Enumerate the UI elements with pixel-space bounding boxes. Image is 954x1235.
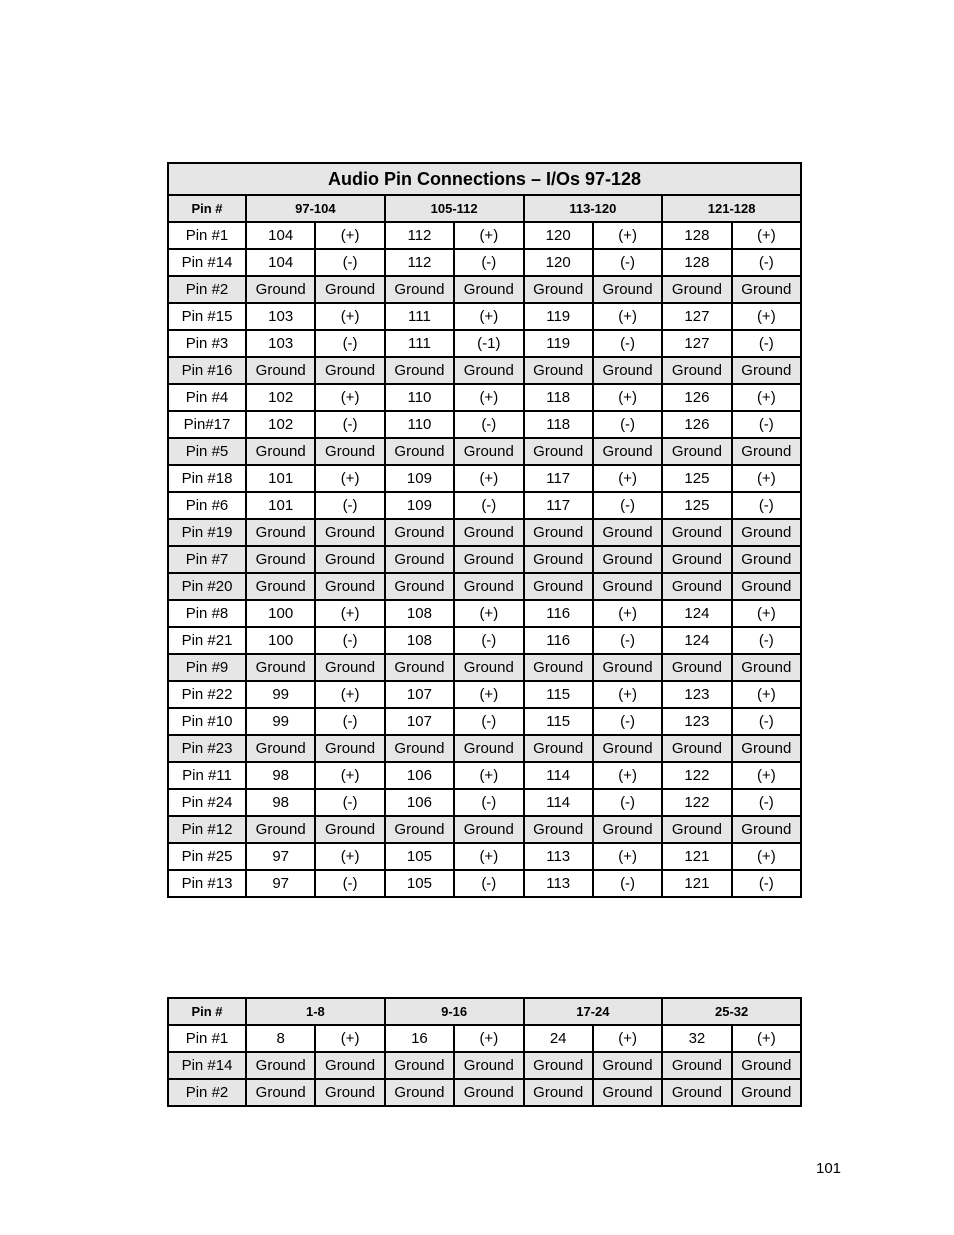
table-cell: (+) — [593, 600, 662, 627]
table-cell: (-) — [593, 870, 662, 897]
table-cell: 98 — [246, 762, 315, 789]
table-cell: Ground — [454, 546, 523, 573]
pin-label: Pin #8 — [168, 600, 246, 627]
table-cell: 110 — [385, 411, 454, 438]
table-cell: Ground — [524, 438, 593, 465]
table-cell: Ground — [454, 519, 523, 546]
table-cell: Ground — [454, 276, 523, 303]
table-row — [168, 357, 801, 384]
table-cell: (+) — [454, 465, 523, 492]
table-row — [168, 843, 801, 870]
table-cell: (+) — [732, 303, 801, 330]
table-cell: 114 — [524, 789, 593, 816]
table-cell: Ground — [662, 1052, 731, 1079]
table-cell: (-) — [732, 249, 801, 276]
table-cell: Ground — [593, 438, 662, 465]
table-cell: 120 — [524, 222, 593, 249]
group-header: 121-128 — [662, 195, 801, 222]
table-cell: Ground — [732, 573, 801, 600]
table-cell: (+) — [593, 843, 662, 870]
table-row — [168, 789, 801, 816]
table-cell: Ground — [246, 438, 315, 465]
table-title: Audio Pin Connections – I/Os 97-128 — [168, 163, 801, 195]
table-cell: 108 — [385, 627, 454, 654]
table-cell: Ground — [593, 357, 662, 384]
table-cell: (+) — [593, 762, 662, 789]
table-cell: (-) — [454, 249, 523, 276]
table-cell: 128 — [662, 222, 731, 249]
table-cell: 121 — [662, 870, 731, 897]
table-cell: (-) — [732, 708, 801, 735]
table-cell: Ground — [524, 1052, 593, 1079]
pin-label: Pin #14 — [168, 1052, 246, 1079]
table-cell: Ground — [385, 276, 454, 303]
pin-label: Pin #9 — [168, 654, 246, 681]
table-cell: 101 — [246, 465, 315, 492]
table-cell: Ground — [524, 654, 593, 681]
table-cell: 116 — [524, 627, 593, 654]
table-cell: Ground — [732, 357, 801, 384]
header-row — [168, 195, 801, 222]
table-cell: 112 — [385, 222, 454, 249]
table-cell: Ground — [732, 438, 801, 465]
table-cell: Ground — [315, 816, 384, 843]
table-cell: 117 — [524, 465, 593, 492]
table-cell: Ground — [524, 519, 593, 546]
table-cell: Ground — [315, 276, 384, 303]
table-cell: 106 — [385, 789, 454, 816]
table-cell: Ground — [732, 816, 801, 843]
table-row — [168, 330, 801, 357]
table-cell: Ground — [662, 735, 731, 762]
group-header: 9-16 — [385, 998, 524, 1025]
table-cell: 120 — [524, 249, 593, 276]
table-row — [168, 735, 801, 762]
table-cell: 105 — [385, 843, 454, 870]
table-cell: 8 — [246, 1025, 315, 1052]
table-cell: Ground — [732, 735, 801, 762]
table-cell: Ground — [454, 438, 523, 465]
table-cell: 97 — [246, 843, 315, 870]
table-cell: (-) — [315, 330, 384, 357]
table-cell: Ground — [524, 276, 593, 303]
table-cell: (+) — [732, 681, 801, 708]
table-cell: 115 — [524, 708, 593, 735]
pin-label: Pin #2 — [168, 276, 246, 303]
table-cell: (+) — [732, 843, 801, 870]
table-row — [168, 303, 801, 330]
table-cell: 119 — [524, 303, 593, 330]
pin-header: Pin # — [168, 998, 246, 1025]
table-cell: 105 — [385, 870, 454, 897]
table-row — [168, 762, 801, 789]
pin-label: Pin #5 — [168, 438, 246, 465]
table-cell: (+) — [732, 222, 801, 249]
table-cell: Ground — [524, 546, 593, 573]
table-cell: Ground — [246, 357, 315, 384]
table-cell: 111 — [385, 303, 454, 330]
table-cell: Ground — [662, 573, 731, 600]
table-cell: 102 — [246, 384, 315, 411]
table-cell: (-) — [315, 789, 384, 816]
table-cell: Ground — [732, 1079, 801, 1106]
table-cell: Ground — [454, 816, 523, 843]
table-cell: Ground — [246, 519, 315, 546]
table-cell: Ground — [593, 1079, 662, 1106]
header-row — [168, 998, 801, 1025]
table-cell: Ground — [593, 816, 662, 843]
table-cell: Ground — [524, 1079, 593, 1106]
pin-label: Pin #24 — [168, 789, 246, 816]
table-row — [168, 492, 801, 519]
table-cell: Ground — [246, 573, 315, 600]
table-cell: 118 — [524, 384, 593, 411]
table-cell: (+) — [315, 465, 384, 492]
table-cell: 102 — [246, 411, 315, 438]
table-row — [168, 465, 801, 492]
table-cell: (+) — [593, 465, 662, 492]
table-cell: Ground — [524, 357, 593, 384]
table-cell: (+) — [454, 222, 523, 249]
table-cell: 32 — [662, 1025, 731, 1052]
pin-label: Pin #18 — [168, 465, 246, 492]
table-cell: (+) — [593, 222, 662, 249]
audio-pin-table-1-32 — [167, 997, 802, 1107]
pin-label: Pin #11 — [168, 762, 246, 789]
table-cell: (-) — [315, 411, 384, 438]
pin-label: Pin #13 — [168, 870, 246, 897]
table-cell: 107 — [385, 708, 454, 735]
table-cell: (-) — [315, 249, 384, 276]
table-cell: 127 — [662, 330, 731, 357]
table-cell: Ground — [524, 735, 593, 762]
table-cell: 121 — [662, 843, 731, 870]
pin-label: Pin #25 — [168, 843, 246, 870]
table-cell: Ground — [662, 357, 731, 384]
table-cell: 103 — [246, 303, 315, 330]
pin-label: Pin #19 — [168, 519, 246, 546]
table-cell: 119 — [524, 330, 593, 357]
table-cell: Ground — [593, 276, 662, 303]
table-cell: (-) — [454, 492, 523, 519]
table-cell: Ground — [246, 276, 315, 303]
table-row — [168, 1079, 801, 1106]
table-row — [168, 1025, 801, 1052]
table-cell: Ground — [662, 816, 731, 843]
table-cell: Ground — [315, 654, 384, 681]
table-cell: Ground — [593, 573, 662, 600]
table-row — [168, 411, 801, 438]
table-cell: (+) — [454, 1025, 523, 1052]
table-cell: Ground — [315, 1052, 384, 1079]
table-cell: (+) — [732, 762, 801, 789]
table-cell: 125 — [662, 492, 731, 519]
table-cell: 114 — [524, 762, 593, 789]
table-cell: (-) — [454, 708, 523, 735]
pin-label: Pin #20 — [168, 573, 246, 600]
table-cell: (+) — [454, 762, 523, 789]
table-cell: Ground — [385, 1052, 454, 1079]
table-cell: 128 — [662, 249, 731, 276]
table-cell: Ground — [732, 276, 801, 303]
table-cell: 24 — [524, 1025, 593, 1052]
table-cell: 118 — [524, 411, 593, 438]
pin-label: Pin #12 — [168, 816, 246, 843]
table-cell: (+) — [454, 843, 523, 870]
table-cell: 126 — [662, 384, 731, 411]
table-cell: 16 — [385, 1025, 454, 1052]
table-cell: 122 — [662, 789, 731, 816]
table-cell: (-) — [593, 411, 662, 438]
table-cell: Ground — [315, 1079, 384, 1106]
table-cell: Ground — [662, 1079, 731, 1106]
table-cell: (-) — [454, 627, 523, 654]
table-cell: 122 — [662, 762, 731, 789]
page-number: 101 — [816, 1160, 842, 1177]
table-cell: Ground — [524, 816, 593, 843]
table-cell: 113 — [524, 870, 593, 897]
table-cell: (+) — [593, 384, 662, 411]
table-row — [168, 573, 801, 600]
table-cell: (+) — [732, 465, 801, 492]
table-cell: Ground — [524, 573, 593, 600]
table-row — [168, 600, 801, 627]
table-cell: (-) — [454, 411, 523, 438]
table-cell: (+) — [593, 1025, 662, 1052]
table-cell: (-) — [315, 870, 384, 897]
table-cell: Ground — [732, 654, 801, 681]
table-cell: (+) — [593, 303, 662, 330]
table-cell: Ground — [454, 1052, 523, 1079]
table-cell: Ground — [315, 519, 384, 546]
table-cell: Ground — [593, 735, 662, 762]
table-cell: (+) — [315, 384, 384, 411]
table-cell: Ground — [662, 546, 731, 573]
table-cell: (+) — [593, 681, 662, 708]
table-cell: 115 — [524, 681, 593, 708]
table-cell: (+) — [315, 1025, 384, 1052]
pin-label: Pin #21 — [168, 627, 246, 654]
table-cell: Ground — [662, 654, 731, 681]
table-cell: 109 — [385, 492, 454, 519]
table-cell: (-) — [593, 789, 662, 816]
table-row — [168, 681, 801, 708]
table-cell: Ground — [315, 573, 384, 600]
table-row — [168, 384, 801, 411]
table-cell: 108 — [385, 600, 454, 627]
table-cell: Ground — [385, 546, 454, 573]
table-cell: Ground — [246, 546, 315, 573]
pin-label: Pin #1 — [168, 222, 246, 249]
table-cell: 110 — [385, 384, 454, 411]
table-cell: (-) — [593, 492, 662, 519]
table-row — [168, 870, 801, 897]
table-cell: (+) — [315, 600, 384, 627]
pin-label: Pin #3 — [168, 330, 246, 357]
table-cell: Ground — [385, 357, 454, 384]
table-cell: 116 — [524, 600, 593, 627]
table-cell: Ground — [385, 816, 454, 843]
table-cell: (-) — [732, 411, 801, 438]
table-cell: (-) — [454, 870, 523, 897]
table-cell: Ground — [385, 573, 454, 600]
group-header: 1-8 — [246, 998, 385, 1025]
table-cell: (-) — [593, 330, 662, 357]
table-cell: 112 — [385, 249, 454, 276]
group-header: 97-104 — [246, 195, 385, 222]
table-cell: Ground — [454, 357, 523, 384]
pin-label: Pin #10 — [168, 708, 246, 735]
table-cell: 123 — [662, 708, 731, 735]
table-cell: Ground — [454, 735, 523, 762]
table-cell: 107 — [385, 681, 454, 708]
table-cell: Ground — [315, 357, 384, 384]
table-cell: Ground — [315, 546, 384, 573]
table-cell: 103 — [246, 330, 315, 357]
pin-label: Pin #4 — [168, 384, 246, 411]
table-cell: (+) — [454, 384, 523, 411]
table-cell: Ground — [662, 519, 731, 546]
table-cell: (+) — [732, 1025, 801, 1052]
table-cell: (+) — [454, 600, 523, 627]
table-cell: 126 — [662, 411, 731, 438]
table-cell: 124 — [662, 600, 731, 627]
table-cell: (+) — [732, 600, 801, 627]
pin-label: Pin #2 — [168, 1079, 246, 1106]
table-cell: (+) — [315, 222, 384, 249]
table-cell: 117 — [524, 492, 593, 519]
table-cell: Ground — [315, 438, 384, 465]
table-cell: (-) — [593, 249, 662, 276]
table-cell: 99 — [246, 708, 315, 735]
table-row — [168, 222, 801, 249]
table-row — [168, 519, 801, 546]
table-cell: Ground — [454, 654, 523, 681]
pin-label: Pin #1 — [168, 1025, 246, 1052]
table-cell: (-) — [315, 492, 384, 519]
table-row — [168, 708, 801, 735]
table-cell: (+) — [315, 303, 384, 330]
table-row — [168, 1052, 801, 1079]
table-cell: (-) — [732, 870, 801, 897]
table-cell: 104 — [246, 249, 315, 276]
table-cell: (+) — [315, 762, 384, 789]
table-row — [168, 276, 801, 303]
table-cell: Ground — [385, 735, 454, 762]
table-row — [168, 816, 801, 843]
table-cell: (-) — [315, 708, 384, 735]
table-cell: 104 — [246, 222, 315, 249]
table-cell: (+) — [732, 384, 801, 411]
table-cell: 106 — [385, 762, 454, 789]
table-cell: Ground — [385, 519, 454, 546]
table-cell: Ground — [732, 546, 801, 573]
table-cell: (-) — [593, 627, 662, 654]
table-cell: 100 — [246, 600, 315, 627]
group-header: 17-24 — [524, 998, 663, 1025]
table-cell: 97 — [246, 870, 315, 897]
table-cell: Ground — [385, 438, 454, 465]
table-cell: 125 — [662, 465, 731, 492]
pin-label: Pin #6 — [168, 492, 246, 519]
table-row — [168, 546, 801, 573]
table-cell: (-1) — [454, 330, 523, 357]
table-cell: (+) — [454, 303, 523, 330]
table-row — [168, 249, 801, 276]
pin-label: Pin #15 — [168, 303, 246, 330]
table-cell: Ground — [662, 276, 731, 303]
table-row — [168, 438, 801, 465]
table-cell: Ground — [385, 1079, 454, 1106]
table-cell: (-) — [732, 330, 801, 357]
table-cell: 111 — [385, 330, 454, 357]
table-cell: Ground — [593, 519, 662, 546]
pin-label: Pin #16 — [168, 357, 246, 384]
table-cell: (-) — [454, 789, 523, 816]
group-header: 25-32 — [662, 998, 801, 1025]
table-cell: 123 — [662, 681, 731, 708]
table-cell: Ground — [732, 1052, 801, 1079]
group-header: 113-120 — [524, 195, 663, 222]
table-cell: 98 — [246, 789, 315, 816]
pin-label: Pin #7 — [168, 546, 246, 573]
table-cell: Ground — [593, 654, 662, 681]
table-cell: Ground — [246, 1052, 315, 1079]
pin-label: Pin #23 — [168, 735, 246, 762]
pin-label: Pin #14 — [168, 249, 246, 276]
table-cell: Ground — [593, 546, 662, 573]
table-cell: 113 — [524, 843, 593, 870]
table-cell: 124 — [662, 627, 731, 654]
table-cell: Ground — [454, 573, 523, 600]
table-cell: Ground — [593, 1052, 662, 1079]
table-cell: Ground — [662, 438, 731, 465]
table-cell: Ground — [246, 654, 315, 681]
table-cell: Ground — [246, 735, 315, 762]
table-cell: Ground — [246, 816, 315, 843]
pin-header: Pin # — [168, 195, 246, 222]
group-header: 105-112 — [385, 195, 524, 222]
table-cell: (+) — [315, 843, 384, 870]
table-cell: (+) — [315, 681, 384, 708]
table-cell: Ground — [385, 654, 454, 681]
table-cell: (-) — [732, 492, 801, 519]
table-cell: (+) — [454, 681, 523, 708]
table-row — [168, 654, 801, 681]
table-cell: Ground — [732, 519, 801, 546]
pin-label: Pin#17 — [168, 411, 246, 438]
pin-label: Pin #22 — [168, 681, 246, 708]
table-cell: (-) — [732, 627, 801, 654]
table-cell: 99 — [246, 681, 315, 708]
table-row — [168, 627, 801, 654]
table-cell: 101 — [246, 492, 315, 519]
table-cell: Ground — [454, 1079, 523, 1106]
table-cell: 127 — [662, 303, 731, 330]
table-cell: Ground — [246, 1079, 315, 1106]
table-cell: (-) — [315, 627, 384, 654]
table-cell: (-) — [732, 789, 801, 816]
table-cell: (-) — [593, 708, 662, 735]
table-cell: Ground — [315, 735, 384, 762]
table-cell: 100 — [246, 627, 315, 654]
audio-pin-table-97-128 — [167, 162, 802, 898]
table-cell: 109 — [385, 465, 454, 492]
